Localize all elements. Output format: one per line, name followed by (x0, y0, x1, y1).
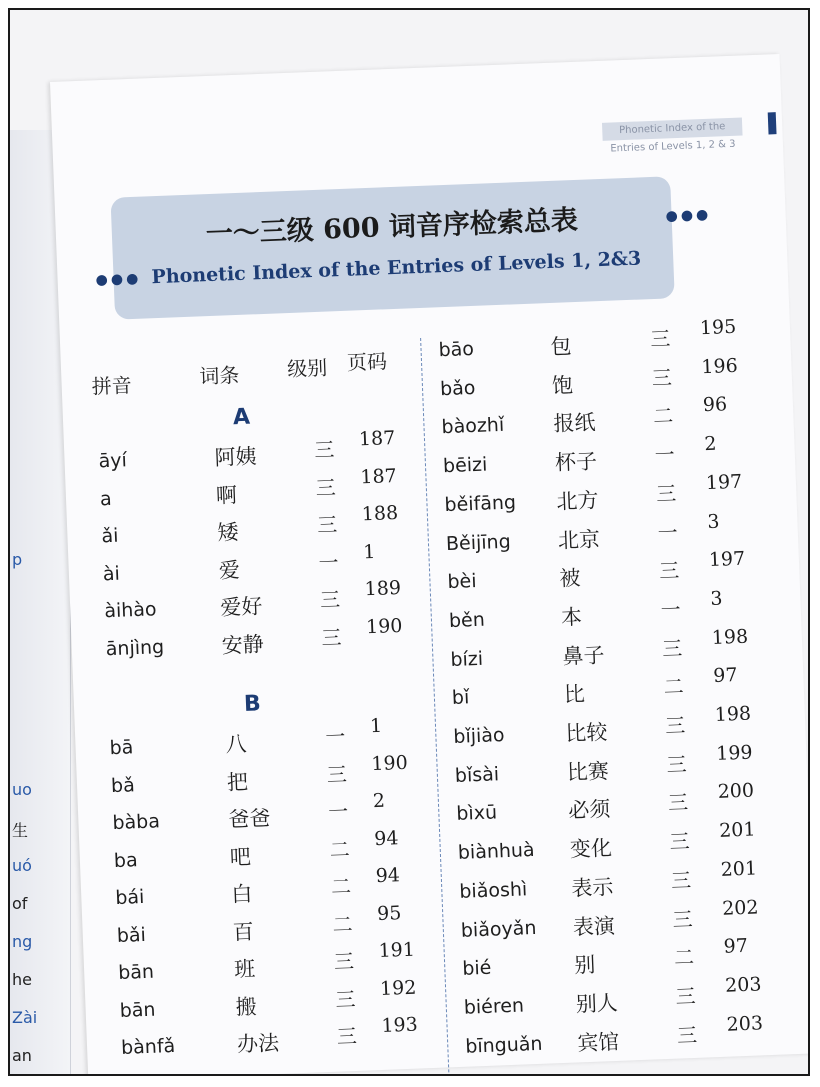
entry-pinyin: bā (109, 736, 134, 760)
entry-page: 188 (361, 501, 399, 526)
column-header-word: 词条 (198, 362, 240, 389)
entry-page: 190 (370, 751, 409, 775)
entry-word: 吧 (229, 844, 252, 870)
entry-level: 一 (657, 519, 679, 545)
entry-level: 三 (316, 512, 338, 538)
entry-level: 三 (658, 558, 680, 584)
decorative-dots-left: ●●● (95, 270, 142, 289)
entry-word: 别人 (575, 990, 619, 1017)
entry-word: 比较 (564, 720, 608, 746)
entry-pinyin: a (99, 487, 113, 510)
entry-pinyin: ài (102, 562, 121, 585)
left-edge-fragment: 生 (12, 821, 29, 840)
entry-word: 被 (558, 566, 581, 591)
entry-word: 白 (230, 881, 253, 907)
entry-page: 201 (720, 857, 758, 881)
book-page (50, 54, 810, 1076)
running-head: Phonetic Index of the Entries of Levels 1, 2 & 3 (602, 117, 743, 140)
entry-page: 97 (712, 664, 738, 688)
entry-level: 三 (321, 624, 342, 650)
entry-word: 宾馆 (576, 1029, 620, 1056)
entry-page: 1 (362, 540, 376, 563)
entry-level: 三 (319, 587, 341, 613)
entry-page: 203 (724, 973, 762, 997)
entry-pinyin: bǎ (110, 773, 136, 797)
column-header-pinyin: 拼音 (91, 373, 133, 399)
entry-level: 一 (327, 799, 349, 824)
entry-level: 三 (664, 713, 686, 738)
entry-page: 198 (714, 702, 752, 726)
section-letter: A (232, 404, 251, 431)
entry-level: 三 (670, 867, 692, 893)
entry-page: 94 (373, 826, 399, 850)
entry-level: 三 (667, 790, 689, 816)
entry-pinyin: bié (461, 956, 492, 981)
entry-word: 矮 (216, 520, 239, 545)
entry-pinyin: bái (114, 885, 145, 910)
entry-page: 1 (369, 714, 383, 738)
column-header-page: 页码 (346, 349, 388, 375)
entry-pinyin: āyí (98, 449, 128, 473)
entry-level: 三 (675, 983, 697, 1009)
entry-level: 三 (315, 474, 337, 500)
left-edge-fragment: ng (12, 932, 33, 951)
entry-pinyin: biǎoyǎn (460, 916, 537, 942)
entry-page: 192 (379, 976, 417, 1000)
entry-pinyin: bǎo (439, 376, 476, 400)
entry-word: 安静 (221, 631, 265, 658)
entry-word: 比 (563, 682, 586, 708)
entry-page: 203 (726, 1011, 764, 1036)
entry-page: 3 (706, 510, 720, 533)
column-divider (420, 338, 449, 1076)
entry-level: 三 (666, 751, 688, 777)
entry-pinyin: bàba (112, 810, 161, 835)
entry-word: 百 (232, 919, 255, 945)
entry-level: 一 (324, 724, 346, 749)
entry-level: 三 (334, 986, 356, 1012)
entry-level: 三 (676, 1022, 698, 1048)
entry-level: 一 (654, 442, 676, 468)
entry-page: 189 (364, 576, 402, 601)
entry-word: 爱好 (219, 594, 263, 620)
page-title: 一～三级 600 词音序检索总表 (205, 204, 579, 251)
entry-page: 190 (365, 614, 403, 638)
entry-level: 三 (661, 635, 683, 661)
entry-word: 搬 (235, 994, 258, 1020)
left-edge-fragment: an (12, 1046, 32, 1065)
entry-page: 196 (700, 354, 739, 378)
column-header-level: 级别 (286, 355, 328, 382)
entry-pinyin: bìxū (455, 801, 498, 826)
entry-level: 三 (672, 906, 694, 932)
entry-level: 二 (330, 874, 352, 899)
entry-page: 195 (699, 315, 737, 340)
entry-pinyin: bān (117, 960, 155, 985)
entry-level: 二 (673, 945, 695, 970)
entry-pinyin: biéren (463, 994, 525, 1019)
entry-page: 202 (721, 895, 759, 920)
entry-pinyin: bèi (447, 570, 477, 594)
left-edge-fragment: of (12, 894, 28, 913)
entry-word: 班 (233, 956, 256, 982)
entry-level: 三 (326, 761, 348, 787)
decorative-dots-right: ●●● (665, 206, 712, 225)
entry-word: 啊 (215, 482, 238, 508)
entry-pinyin: bāo (438, 337, 475, 362)
entry-level: 三 (336, 1023, 358, 1049)
entry-word: 杯子 (554, 449, 598, 475)
entry-pinyin: ānjìng (105, 635, 165, 660)
entry-level: 二 (329, 836, 351, 862)
entry-level: 三 (313, 437, 335, 463)
entry-level: 三 (649, 326, 671, 352)
entry-page: 2 (703, 432, 717, 456)
entry-word: 北京 (557, 526, 601, 553)
left-edge-fragment: uó (12, 856, 32, 875)
entry-page: 94 (375, 864, 401, 888)
entry-pinyin: bàozhǐ (441, 414, 505, 439)
title-banner (110, 176, 674, 319)
entry-page: 197 (705, 470, 743, 494)
entry-word: 别 (573, 952, 596, 978)
entry-pinyin: Běijīng (445, 530, 512, 555)
entry-pinyin: ǎi (101, 524, 119, 548)
entry-pinyin: bǐ (451, 686, 470, 710)
entry-pinyin: bízi (450, 647, 484, 671)
entry-pinyin: bànfǎ (120, 1034, 176, 1059)
entry-page: 198 (711, 625, 749, 649)
entry-word: 报纸 (553, 410, 596, 437)
entry-level: 三 (655, 481, 677, 506)
left-edge-fragment: Zài (12, 1008, 38, 1027)
entry-word: 把 (226, 769, 249, 795)
entry-pinyin: àihào (103, 598, 157, 623)
entry-pinyin: bēizi (442, 453, 488, 478)
entry-pinyin: biǎoshì (458, 878, 528, 903)
entry-pinyin: bǎi (116, 923, 147, 947)
entry-level: 一 (660, 597, 682, 622)
entry-level: 三 (333, 948, 355, 974)
entry-pinyin: ba (113, 848, 139, 872)
running-head-marker (768, 112, 777, 134)
page-subtitle: Phonetic Index of the Entries of Levels 1, 2&3 (151, 247, 642, 289)
left-edge-fragment: he (12, 970, 32, 989)
entry-page: 187 (359, 464, 398, 488)
entry-pinyin: bǐsài (454, 762, 500, 787)
entry-page: 187 (358, 427, 396, 451)
entry-page: 97 (723, 935, 749, 958)
entry-level: 二 (663, 674, 685, 700)
entry-word: 比赛 (566, 758, 610, 785)
entry-page: 193 (381, 1013, 419, 1037)
entry-page: 201 (718, 818, 756, 842)
entry-word: 表示 (570, 874, 614, 901)
entry-word: 八 (225, 731, 248, 757)
entry-level: 二 (652, 403, 674, 429)
entry-level: 一 (318, 549, 340, 575)
photo-frame (8, 8, 810, 1076)
entry-pinyin: běifāng (444, 491, 517, 516)
entry-pinyin: běn (448, 608, 486, 632)
entry-word: 办法 (236, 1030, 280, 1057)
entry-word: 表演 (572, 913, 616, 940)
entry-word: 必须 (567, 797, 611, 824)
entry-page: 199 (715, 741, 753, 765)
section-letter: B (243, 691, 262, 718)
entry-word: 变化 (569, 836, 613, 862)
entry-pinyin: bīnguǎn (464, 1032, 543, 1058)
entry-word: 饱 (551, 372, 574, 398)
entry-word: 鼻子 (561, 642, 605, 669)
entry-page: 200 (717, 779, 755, 804)
entry-word: 爱 (218, 557, 241, 583)
entry-page: 2 (372, 789, 386, 813)
entry-word: 包 (550, 334, 572, 359)
entry-level: 二 (332, 911, 353, 937)
entry-page: 96 (702, 393, 728, 417)
entry-pinyin: bān (119, 998, 156, 1022)
entry-page: 197 (708, 547, 746, 572)
entry-pinyin: bǐjiào (453, 724, 505, 748)
entry-level: 三 (651, 365, 673, 390)
left-edge-fragment: uo (12, 780, 32, 799)
entry-level: 三 (669, 829, 691, 854)
left-edge-fragment: p (12, 550, 23, 569)
entry-word: 阿姨 (214, 444, 257, 470)
entry-pinyin: biànhuà (457, 839, 536, 864)
entry-word: 本 (560, 604, 583, 630)
entry-word: 爸爸 (227, 806, 271, 832)
entry-word: 北方 (556, 488, 599, 514)
entry-page: 95 (376, 901, 402, 925)
entry-page: 191 (378, 938, 416, 963)
entry-page: 3 (709, 587, 723, 610)
